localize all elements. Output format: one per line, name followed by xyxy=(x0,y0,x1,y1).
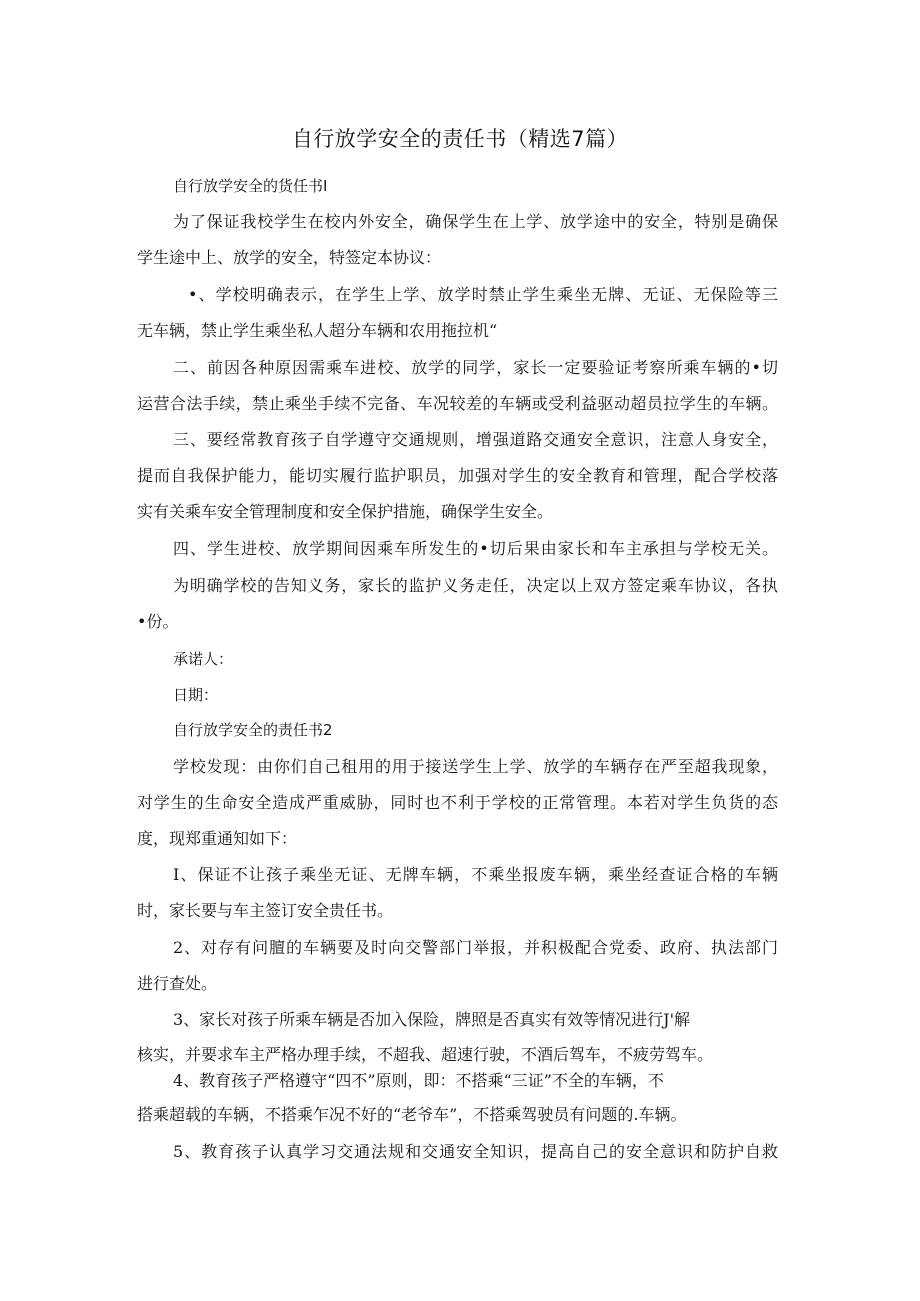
document-title: 自行放学安全的责任书（精选7篇） xyxy=(291,127,629,151)
text-line: 二、前因各种原因需乘车进校、放学的同学，家长一定要验证考察所乘车辆的•切 xyxy=(173,358,778,377)
text-line: 实有关乘车安全管理制度和安全保护措施，确保学生安全。 xyxy=(137,502,554,521)
text-line: 自行放学安全的责任书2 xyxy=(173,721,333,739)
text-line: 为了保证我校学生在校内外安全，确保学生在上学、放学途中的安全，特别是确保 xyxy=(173,212,778,231)
text-line: 四、学生进校、放学期间因乘车所发生的•切后果由家长和车主承担与学校无关。 xyxy=(173,539,778,558)
text-line: •份。 xyxy=(137,612,179,631)
text-line: 对学生的生命安全造成严重威胁，同时也不利于学校的正常管理。本若对学生负货的态 xyxy=(137,793,778,812)
text-line: 核实，并要求车主严格办理手续，不超我、超速行驶，不酒后驾车，不疲劳驾车。 xyxy=(137,1045,714,1064)
text-line: 4、教育孩子严格遵守“四不”原则，即：不搭乘“三证”不全的车辆，不 xyxy=(173,1071,664,1090)
text-line: 5、教育孩子认真学习交通法规和交通安全知识，提高自己的安全意识和防护自救 xyxy=(173,1142,778,1161)
text-line: 时，家长要与车主签订安全贵任书。 xyxy=(137,901,394,920)
text-line: 自行放学安全的货任书I xyxy=(173,177,328,195)
text-line: •、学校明确表示，在学生上学、放学时禁止学生乘坐无牌、无证、无保险等三 xyxy=(188,285,778,304)
text-line: I、保证不让孩子乘坐无证、无牌车辆，不乘坐报废车辆，乘坐经查证合格的车辆 xyxy=(173,865,778,884)
text-line: 学生途中上、放学的安全，特签定本协议： xyxy=(137,248,442,267)
text-line: 3、家长对孩子所乘车辆是否加入保险，牌照是否真实有效等情况进行J'解 xyxy=(173,1010,690,1029)
text-line: 无车辆，禁止学生乘坐私人超分车辆和农用拖拉机“ xyxy=(137,321,498,340)
text-line: 提而自我保护能力，能切实履行监护职员，加强对学生的安全教育和管理，配合学校落 xyxy=(137,466,778,485)
text-line: 日期： xyxy=(173,686,219,704)
text-line: 搭乘超载的车辆，不搭乘乍况不好的“老爷车”，不搭乘驾驶员有问题的.车辆。 xyxy=(137,1105,687,1124)
text-line: 三、要经常教育孩子自学遵守交通规则，增强道路交通安全意识，注意人身安全， xyxy=(173,430,778,449)
text-line: 度，现郑重通知如下： xyxy=(137,829,298,848)
text-line: 进行查处。 xyxy=(137,974,218,993)
text-line: 承诺人： xyxy=(173,650,234,668)
text-line: 运营合法手续，禁止乘坐手续不完备、车况较差的车辆或受利益驱动超员拉学生的车辆。 xyxy=(137,394,778,413)
text-line: 为明确学校的告知义务，家长的监护义务走任，决定以上双方签定乘车协议，各执 xyxy=(173,576,778,595)
text-line: 学校发现：由你们自己租用的用于接送学生上学、放学的车辆存在严至超我现象， xyxy=(173,757,778,776)
text-line: 2、对存有问膻的车辆要及时向交警部门举报，并积极配合党委、政府、执法部门 xyxy=(173,938,778,957)
